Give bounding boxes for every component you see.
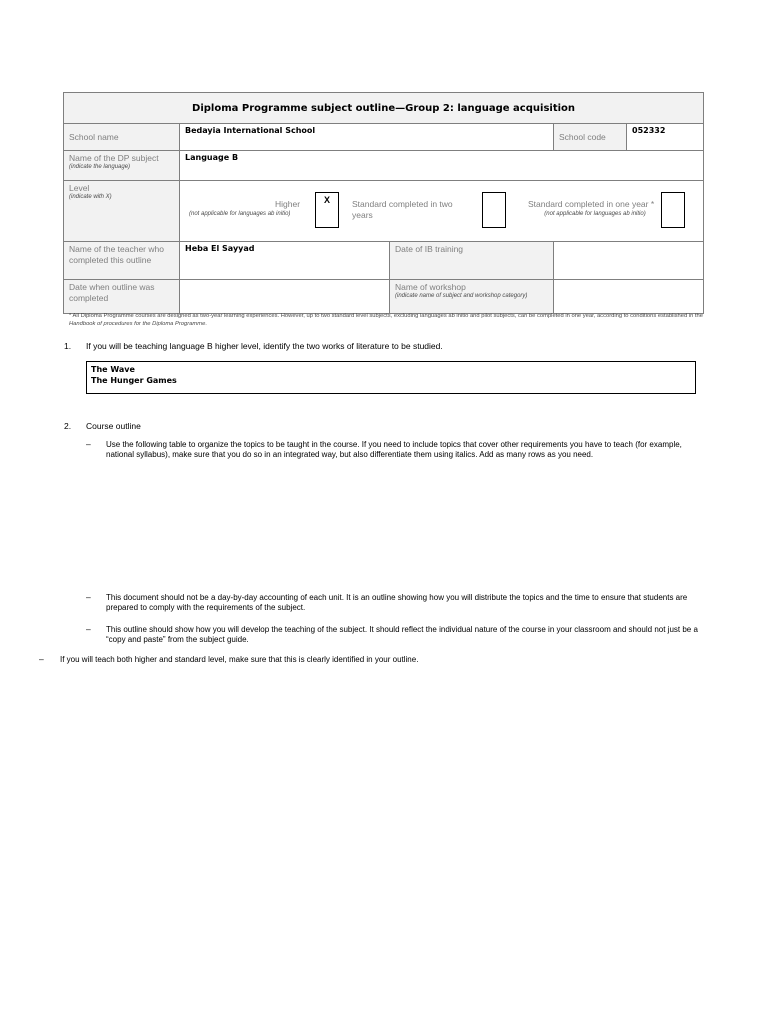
subject-label: Name of the DP subject <box>69 153 159 163</box>
school-name-label: School name <box>64 124 180 151</box>
question-1-number: 1. <box>64 341 72 351</box>
sl-one-year-label: Standard completed in one year * <box>528 199 655 209</box>
footnote-text: * All Diploma Programme courses are designed as two-year learning experiences. However, up to two standard level subjects, excluding languages ab initio and pilot subjects, can be completed in one year, according to conditions established in the <box>69 313 703 319</box>
bullet-dash-4: – <box>39 654 44 664</box>
footnote <box>69 312 703 329</box>
literature-work-2: The Hunger Games <box>91 376 177 386</box>
sl-two-years-label: Standard completed in two years <box>352 199 453 221</box>
teacher-label: Name of the teacher who completed this outline <box>64 242 180 280</box>
workshop-label: Name of workshop <box>395 282 466 292</box>
question-2-number: 2. <box>64 421 72 431</box>
instruction-4: If you will teach both higher and standard level, make sure that this is clearly identified in your outline. <box>60 655 419 664</box>
higher-label: Higher <box>275 199 301 209</box>
school-code-value: 052332 <box>627 124 704 151</box>
literature-works-box[interactable] <box>86 361 696 394</box>
training-label: Date of IB training <box>390 242 554 280</box>
question-2-text: Course outline <box>86 421 141 431</box>
footnote-handbook-title: Handbook of procedures for the Diploma Programme <box>69 321 206 328</box>
bullet-dash-2: – <box>86 592 91 602</box>
subject-outline-form <box>63 92 704 314</box>
teacher-value: Heba El Sayyad <box>180 242 390 280</box>
higher-note: (not applicable for languages ab initio) <box>189 211 291 217</box>
subject-value: Language B <box>180 151 704 181</box>
instruction-2: This document should not be a day-by-day accounting of each unit. It is an outline showing how you will distribute the topics and the time to ensure that students are prepared to comply with the requirements of the subject. <box>106 593 688 613</box>
school-name-value: Bedayia International School <box>180 124 554 151</box>
date-completed-label: Date when outline was completed <box>64 280 180 314</box>
question-1-text: If you will be teaching language B higher level, identify the two works of literature to be studied. <box>86 341 443 351</box>
subject-sub: (indicate the language) <box>69 164 131 170</box>
footnote-end: . <box>205 321 207 328</box>
literature-work-1: The Wave <box>91 365 135 374</box>
instruction-3: This outline should show how you will develop the teaching of the subject. It should reflect the individual nature of the course in your classroom and should not just be a “copy and paste” from the subject guide. <box>106 625 698 645</box>
sl-one-year-note: (not applicable for languages ab initio) <box>544 211 646 217</box>
workshop-value <box>554 280 704 314</box>
school-code-label: School code <box>554 124 627 151</box>
sl-two-years-checkbox[interactable] <box>482 192 506 228</box>
sl-one-year-checkbox[interactable] <box>661 192 685 228</box>
subject-label-cell <box>64 151 180 181</box>
bullet-dash-1: – <box>86 439 91 449</box>
training-value <box>554 242 704 280</box>
workshop-label-cell <box>390 280 554 314</box>
level-sub: (indicate with X) <box>69 194 112 200</box>
level-label-cell <box>64 181 180 242</box>
higher-checkbox[interactable]: X <box>315 192 339 228</box>
form-title: Diploma Programme subject outline—Group 2: language acquisition <box>64 93 704 124</box>
bullet-dash-3: – <box>86 624 91 634</box>
workshop-sub: (indicate name of subject and workshop category) <box>395 293 528 299</box>
level-label: Level <box>69 183 90 193</box>
instruction-1: Use the following table to organize the topics to be taught in the course. If you need to include topics that cover other requirements you have to teach (for example, national syllabus), make sure that you do so in an integrated way, but also differentiate them using italics. Add as many rows as you need. <box>106 440 682 460</box>
level-options <box>180 181 704 242</box>
date-completed-value <box>180 280 390 314</box>
